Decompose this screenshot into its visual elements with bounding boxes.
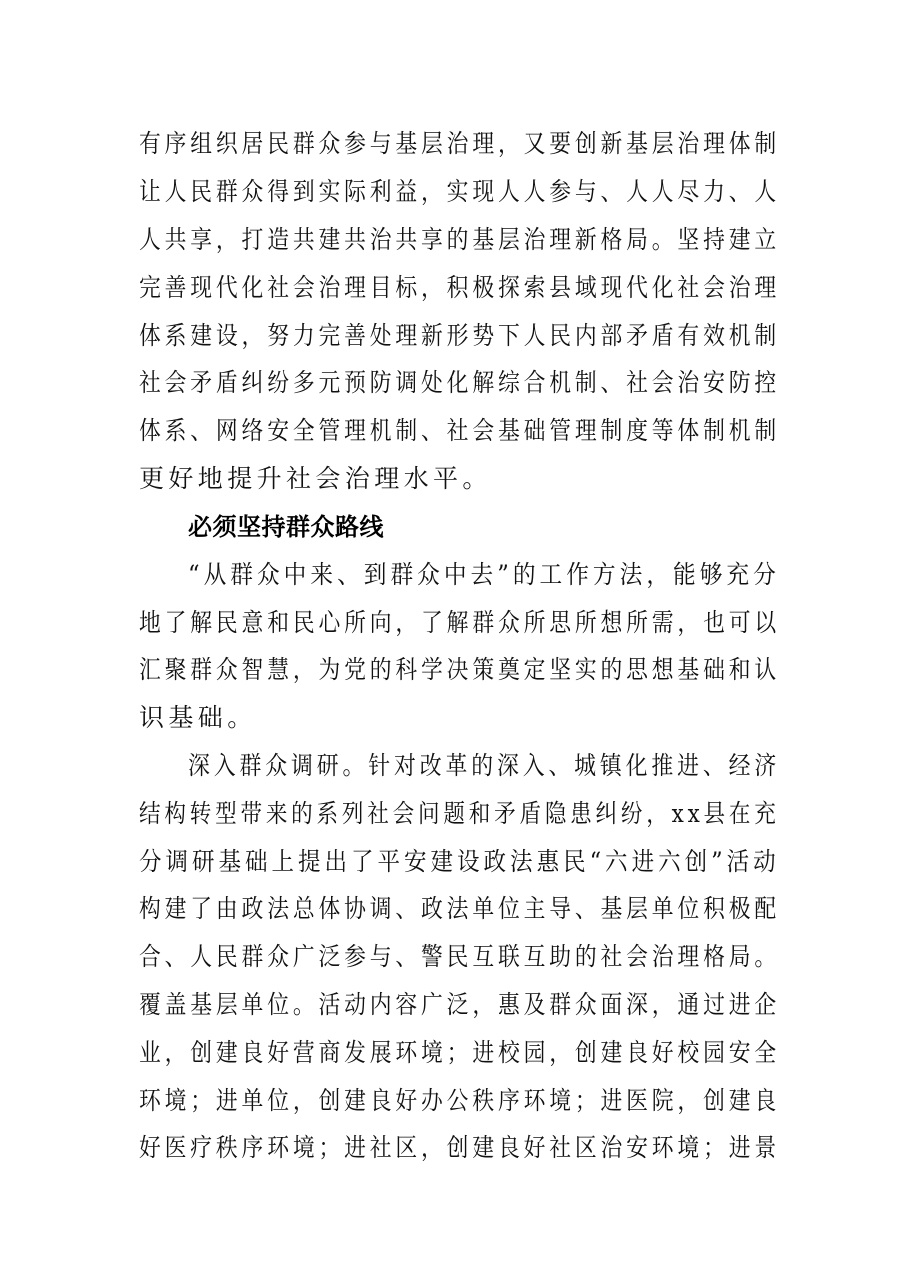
paragraph-1-line-1: 有序组织居民群众参与基层治理，又要创新基层治理体制 [139, 129, 781, 158]
paragraph-3-line-1: 深入群众调研。针对改革的深入、城镇化推进、经济 [188, 751, 781, 780]
paragraph-2-line-2: 地了解民意和民心所向，了解群众所思所想所需，也可以 [139, 608, 781, 637]
paragraph-1-line-7: 体系、网络安全管理机制、社会基础管理制度等体制机制 [139, 416, 781, 445]
paragraph-2-line-4: 识基础。 [139, 703, 257, 732]
paragraph-2-line-1: “从群众中来、到群众中去”的工作方法，能够充分 [188, 560, 780, 589]
paragraph-1-line-3: 人共享，打造共建共治共享的基层治理新格局。坚持建立 [139, 225, 781, 254]
paragraph-1-line-2: 让人民群众得到实际利益，实现人人参与、人人尽力、人 [139, 177, 781, 206]
paragraph-3-line-3: 分调研基础上提出了平安建设政法惠民“六进六创”活动 [139, 847, 780, 876]
section-heading: 必须坚持群众路线 [188, 513, 384, 541]
paragraph-3-line-6: 覆盖基层单位。活动内容广泛，惠及群众面深，通过进企 [139, 990, 781, 1019]
paragraph-2-line-3: 汇聚群众智慧，为党的科学决策奠定坚实的思想基础和认 [139, 655, 781, 684]
paragraph-3-line-5: 合、人民群众广泛参与、警民互联互助的社会治理格局。 [139, 942, 781, 971]
paragraph-1-line-8: 更好地提升社会治理水平。 [139, 464, 492, 493]
paragraph-3-line-7: 业，创建良好营商发展环境；进校园，创建良好校园安全 [139, 1038, 781, 1067]
paragraph-3-line-8: 环境；进单位，创建良好办公秩序环境；进医院，创建良 [139, 1086, 781, 1115]
paragraph-1-line-5: 体系建设，努力完善处理新形势下人民内部矛盾有效机制 [139, 321, 781, 350]
paragraph-3-line-2: 结构转型带来的系列社会问题和矛盾隐患纠纷，xx县在充 [139, 799, 780, 828]
paragraph-1-line-4: 完善现代化社会治理目标，积极探索县域现代化社会治理 [139, 273, 781, 302]
paragraph-1-line-6: 社会矛盾纠纷多元预防调处化解综合机制、社会治安防控 [139, 368, 781, 397]
paragraph-3-line-9: 好医疗秩序环境；进社区，创建良好社区治安环境；进景 [139, 1133, 781, 1162]
paragraph-3-line-4: 构建了由政法总体协调、政法单位主导、基层单位积极配 [139, 894, 781, 923]
